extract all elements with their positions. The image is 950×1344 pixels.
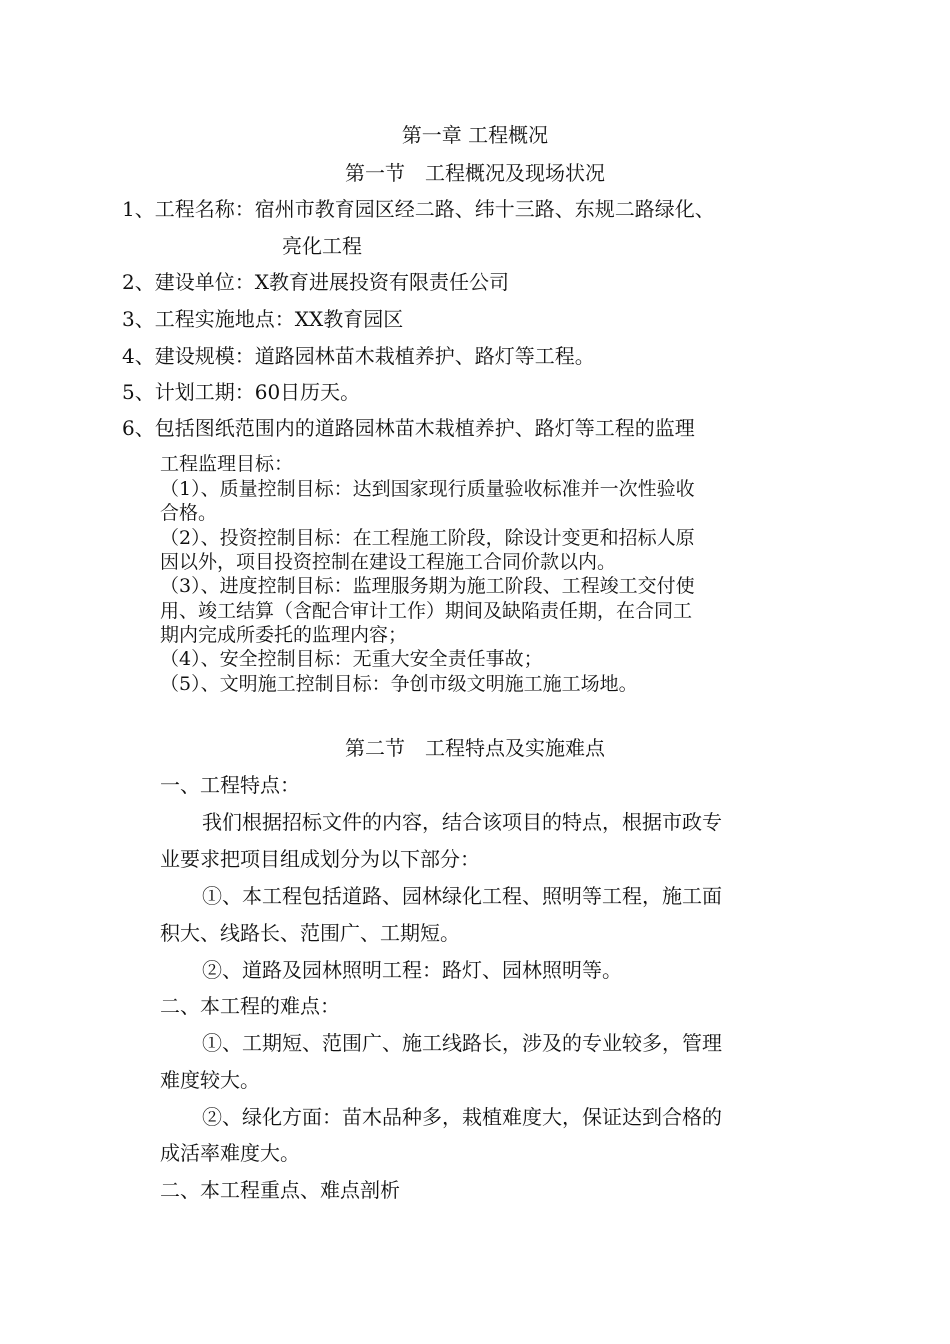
difficulty-2-line-1: ②、绿化方面：苗木品种多，栽植难度大，保证达到合格的 (202, 1105, 722, 1129)
period-line: 5、计划工期：60日历天。 (122, 380, 361, 404)
difficulty-1-line-2: 难度较大。 (160, 1068, 260, 1092)
chapter-title: 第一章 工程概况 (401, 123, 549, 147)
features-intro-line-2: 业要求把项目组成划分为以下部分： (160, 847, 480, 871)
project-name-line-1: 1、工程名称：宿州市教育园区经二路、纬十三路、东规二路绿化、 (122, 197, 715, 221)
goal-3-line-2: 用、竣工结算（含配合审计工作）期间及缺陷责任期，在合同工 (160, 600, 693, 622)
goal-1-line-2: 合格。 (160, 502, 218, 524)
feature-2-line: ②、道路及园林照明工程：路灯、园林照明等。 (202, 958, 622, 982)
owner-line: 2、建设单位：X教育进展投资有限责任公司 (122, 270, 509, 294)
analysis-heading: 二、本工程重点、难点剖析 (160, 1178, 400, 1202)
scope-line: 6、包括图纸范围内的道路园林苗木栽植养护、路灯等工程的监理 (122, 416, 695, 440)
section-title-2: 第二节 工程特点及实施难点 (345, 736, 605, 760)
scale-line: 4、建设规模：道路园林苗木栽植养护、路灯等工程。 (122, 344, 595, 368)
difficulty-2-line-2: 成活率难度大。 (160, 1141, 300, 1165)
feature-1-line-1: ①、本工程包括道路、园林绿化工程、照明等工程，施工面 (202, 884, 722, 908)
goals-heading: 工程监理目标： (160, 453, 294, 475)
section-title-1: 第一节 工程概况及现场状况 (345, 161, 605, 185)
features-intro-line-1: 我们根据招标文件的内容，结合该项目的特点，根据市政专 (202, 810, 722, 834)
goal-1-line-1: （1）、质量控制目标：达到国家现行质量验收标准并一次性验收 (160, 478, 695, 500)
goal-2-line-2: 因以外，项目投资控制在建设工程施工合同价款以内。 (160, 551, 617, 573)
location-line: 3、工程实施地点：XX教育园区 (122, 307, 404, 331)
feature-1-line-2: 积大、线路长、范围广、工期短。 (160, 921, 460, 945)
goal-4-line: （4）、安全控制目标：无重大安全责任事故； (160, 648, 543, 670)
difficulty-1-line-1: ①、工期短、范围广、施工线路长，涉及的专业较多，管理 (202, 1031, 722, 1055)
goal-3-line-1: （3）、进度控制目标：监理服务期为施工阶段、工程竣工交付使 (160, 575, 695, 597)
project-name-line-2: 亮化工程 (282, 234, 362, 258)
goal-2-line-1: （2）、投资控制目标：在工程施工阶段，除设计变更和招标人原 (160, 527, 695, 549)
difficulties-heading: 二、本工程的难点： (160, 994, 340, 1018)
goal-3-line-3: 期内完成所委托的监理内容； (160, 624, 408, 646)
features-heading: 一、工程特点： (160, 773, 300, 797)
goal-5-line: （5）、文明施工控制目标：争创市级文明施工施工场地。 (160, 673, 638, 695)
